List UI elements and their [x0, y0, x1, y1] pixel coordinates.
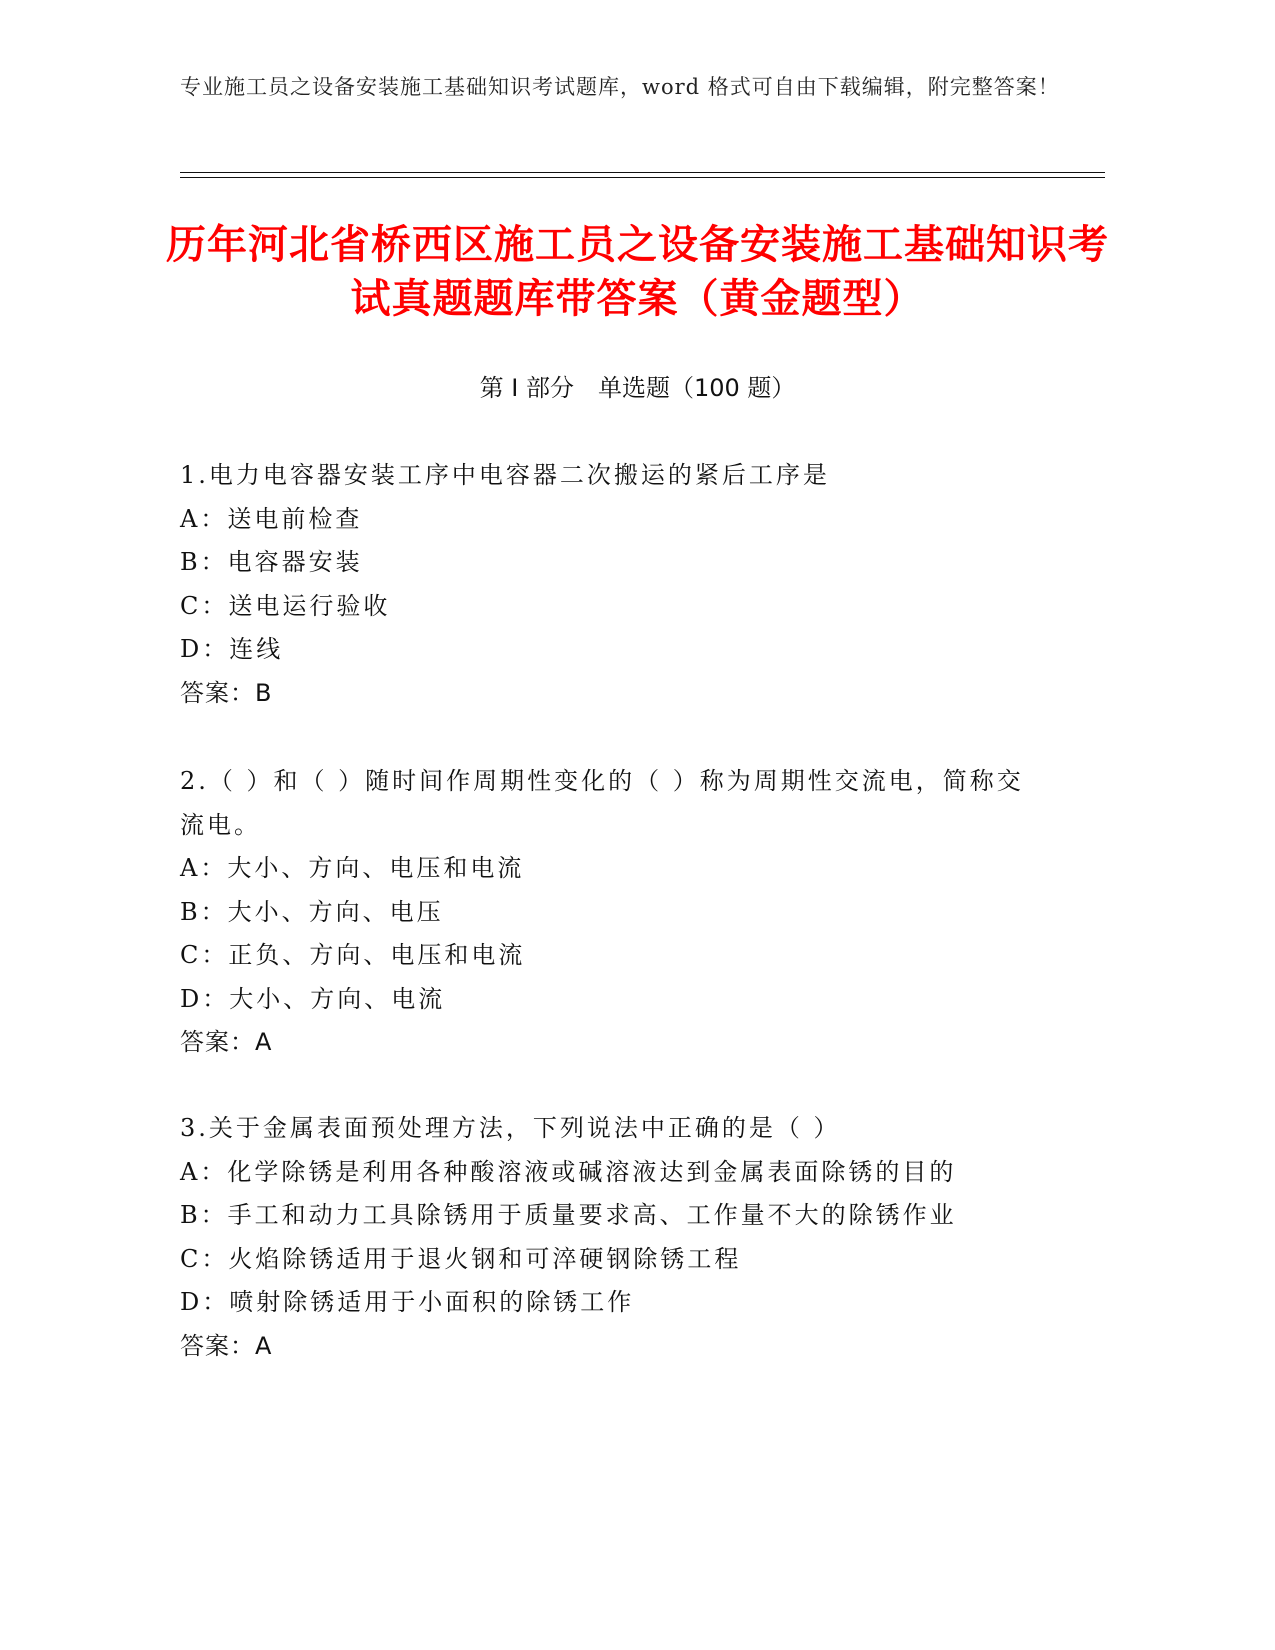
section-title: 第 I 部分 单选题（100 题） [479, 374, 796, 402]
header-divider-top [180, 172, 1105, 173]
option-d: D：大小、方向、电流 [180, 984, 446, 1013]
header-note: 专业施工员之设备安装施工基础知识考试题库，word 格式可自由下载编辑，附完整答案！ [180, 75, 1060, 99]
answer: 答案：A [180, 1028, 273, 1056]
option-b: B：手工和动力工具除锈用于质量要求高、工作量不大的除锈作业 [180, 1201, 957, 1229]
question-block [180, 454, 1040, 715]
option-c: C：火焰除锈适用于退火钢和可淬硬钢除锈工程 [180, 1244, 742, 1273]
document-title: 历年河北省桥西区施工员之设备安装施工基础知识考试真题题库带答案（黄金题型） [166, 222, 1109, 322]
header-divider-bottom [180, 177, 1105, 178]
question-stem: 2.（ ）和（ ）随时间作周期性变化的（ ）称为周期性交流电，简称交流电。 [180, 767, 1024, 839]
option-b: B：大小、方向、电压 [180, 897, 444, 926]
option-a: A：大小、方向、电压和电流 [180, 854, 525, 882]
question-block [180, 760, 1040, 1065]
answer: 答案：A [180, 1331, 273, 1360]
option-b: B：电容器安装 [180, 548, 363, 576]
question-stem: 1.电力电容器安装工序中电容器二次搬运的紧后工序是 [180, 461, 830, 489]
question-block [180, 1107, 1040, 1368]
answer: 答案：B [180, 678, 273, 707]
question-stem: 3.关于金属表面预处理方法，下列说法中正确的是（ ） [180, 1114, 841, 1142]
option-c: C：送电运行验收 [180, 591, 391, 620]
option-a: A：化学除锈是利用各种酸溶液或碱溶液达到金属表面除锈的目的 [180, 1157, 957, 1186]
option-a: A：送电前检查 [180, 504, 363, 533]
option-c: C：正负、方向、电压和电流 [180, 941, 526, 969]
option-d: D：连线 [180, 635, 284, 663]
option-d: D：喷射除锈适用于小面积的除锈工作 [180, 1288, 635, 1316]
